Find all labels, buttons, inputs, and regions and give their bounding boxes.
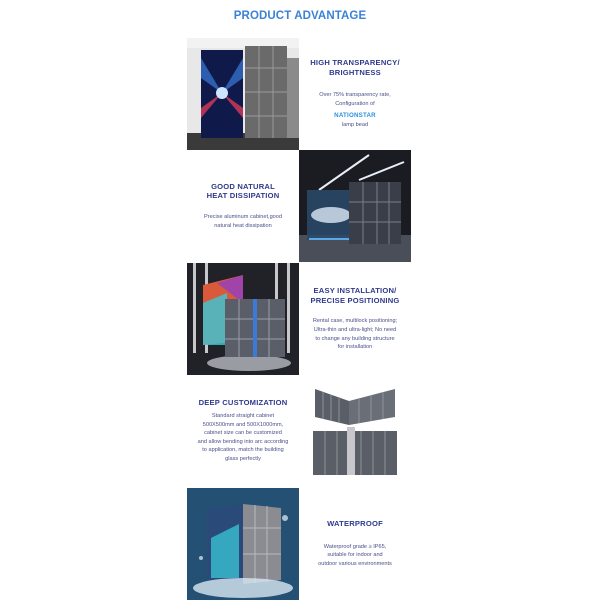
curved-and-flat-cabinets-image (299, 375, 411, 487)
transparent-led-display-corner-image (187, 38, 299, 150)
brand-name: NATIONSTAR (334, 112, 376, 120)
feature-heading: HIGH TRANSPARENCY/ BRIGHTNESS (310, 58, 400, 77)
feature-description: Waterproof grade ≥ IP65, suitable for indoor and outdoor various environments (318, 543, 392, 568)
feature-description: Over 75% transparency rate, Configuration of (319, 92, 391, 107)
feature-high-transparency (299, 38, 411, 150)
feature-heading: WATERPROOF (327, 519, 383, 529)
feature-easy-installation (299, 263, 411, 375)
feature-description: Precise aluminum cabinet,good natural heat dissipation (203, 213, 283, 229)
feature-heading: DEEP CUSTOMIZATION (198, 398, 288, 408)
led-cabinet-stage-image (187, 263, 299, 375)
feature-description-tail: lamp bead (341, 122, 369, 129)
feature-deep-customization (187, 375, 299, 487)
feature-description: Rental case, multilock positioning; Ultra-thin and ultra-light; No need to change any building structure for installation (312, 318, 398, 351)
feature-heading: GOOD NATURAL HEAT DISSIPATION (206, 181, 280, 201)
feature-waterproof (299, 488, 411, 600)
waterproof-led-display-splash-image (187, 488, 299, 600)
page-title: PRODUCT ADVANTAGE (233, 10, 367, 22)
feature-heading: EASY INSTALLATION/ PRECISE POSITIONING (310, 286, 400, 305)
led-cabinet-car-showroom-image (299, 150, 411, 262)
feature-description: Standard straight cabinet 500X500mm and 500X1000mm, cabinet size can be customized and allow bending into arc according to application, match the building glass perfectly (197, 412, 289, 462)
feature-heat-dissipation (187, 150, 299, 262)
